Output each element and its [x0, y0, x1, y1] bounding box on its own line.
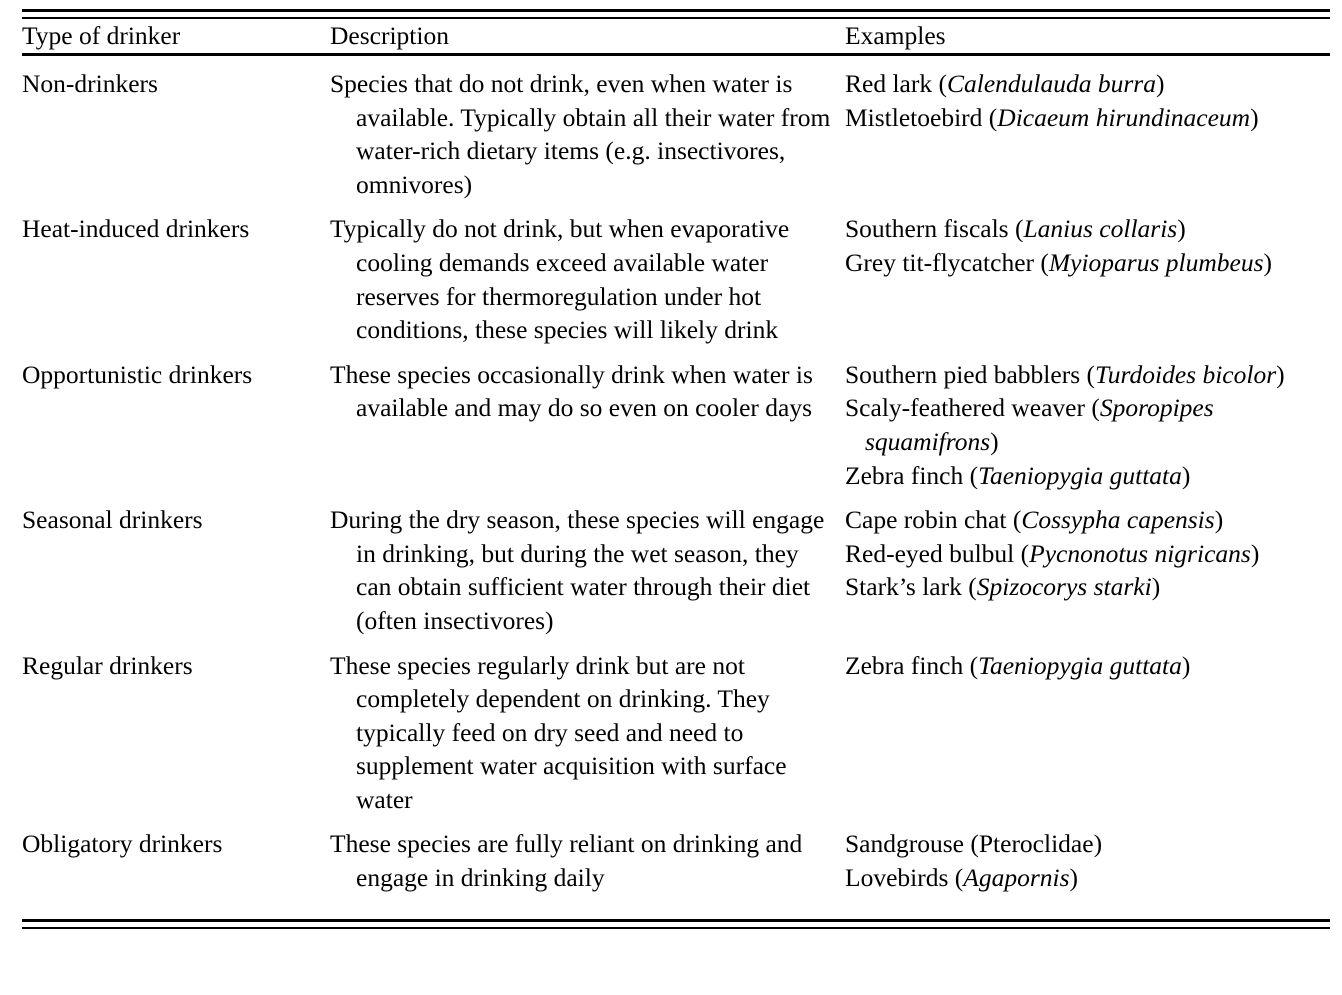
species-scientific-name: Pycnonotus nigricans [1029, 538, 1251, 568]
cell-drinker-type: Non-drinkers [22, 69, 158, 98]
description-text: Typically do not drink, but when evaporative cooling demands exceed available water reserves for thermoregulation under hot conditions, these species will likely drink [330, 214, 790, 345]
cell-examples [845, 56, 1330, 201]
table-top-rule-upper [22, 9, 1330, 12]
description-text: These species occasionally drink when water is available and may do so even on cooler days [330, 359, 813, 423]
species-scientific-name: Spizocorys starki [976, 572, 1152, 602]
table-rows [22, 56, 1330, 895]
table-header-row [22, 19, 1330, 53]
example-species: Zebra finch (Taeniopygia guttata) [845, 650, 1191, 680]
example-species: Sandgrouse (Pteroclidae) [845, 829, 1103, 859]
example-species: Southern pied babblers (Turdoides bicolor) [845, 359, 1285, 389]
table-row [22, 638, 1330, 817]
example-species: Mistletoebird (Dicaeum hirundinaceum) [845, 102, 1259, 132]
example-species: Red-eyed bulbul (Pycnonotus nigricans) [845, 538, 1260, 568]
species-common-name: Mistletoebird [845, 102, 983, 132]
cell-drinker-type: Opportunistic drinkers [22, 359, 253, 389]
example-species: Southern fiscals (Lanius collaris) [845, 214, 1186, 244]
species-common-name: Red-eyed bulbul [845, 538, 1015, 568]
table-row [22, 347, 1330, 492]
species-common-name: Lovebirds [845, 863, 949, 893]
species-scientific-name: Lanius collaris [1023, 214, 1178, 244]
species-common-name: Red lark [845, 69, 933, 98]
column-header-description: Description [330, 21, 449, 50]
species-common-name: Southern fiscals [845, 214, 1009, 244]
table-row [22, 816, 1330, 894]
cell-description [330, 638, 845, 817]
cell-description [330, 816, 845, 894]
cell-drinker-type: Regular drinkers [22, 650, 193, 680]
species-common-name: Zebra finch [845, 650, 964, 680]
species-common-name: Cape robin chat [845, 505, 1007, 535]
table-row [22, 56, 1330, 201]
species-scientific-name: Sporopipes squamifrons [865, 393, 1214, 456]
example-species: Lovebirds (Agapornis) [845, 863, 1079, 893]
species-common-name: Scaly-feathered weaver [845, 393, 1085, 423]
table-bottom-spacer [22, 895, 1330, 919]
species-scientific-name: Dicaeum hirundinaceum [997, 102, 1251, 132]
species-scientific-name: Cossypha capensis [1021, 505, 1215, 535]
species-common-name: Grey tit-flycatcher [845, 247, 1035, 277]
example-species: Scaly-feathered weaver (Sporopipes squamifrons) [845, 393, 1214, 456]
table-body [22, 19, 1330, 53]
cell-drinker-type: Obligatory drinkers [22, 829, 223, 859]
drinker-classification-table [22, 0, 1330, 929]
example-species: Cape robin chat (Cossypha capensis) [845, 505, 1224, 535]
description-text: Species that do not drink, even when water is available. Typically obtain all their water from water-rich dietary items (e.g. insectivores, omnivores) [330, 69, 831, 199]
example-species: Zebra finch (Taeniopygia guttata) [845, 460, 1191, 490]
species-scientific-name: Pteroclidae [978, 829, 1094, 859]
species-common-name: Sandgrouse [845, 829, 964, 859]
species-scientific-name: Calendulauda burra [946, 69, 1156, 98]
description-text: These species regularly drink but are not completely dependent on drinking. They typically feed on dry seed and need to supplement water acquisition with surface water [330, 650, 787, 814]
cell-examples [845, 816, 1330, 894]
example-species: Stark’s lark (Spizocorys starki) [845, 572, 1161, 602]
species-common-name: Zebra finch [845, 460, 964, 490]
table-bottom-rule-lower [22, 927, 1330, 929]
column-header-type: Type of drinker [22, 21, 181, 50]
species-scientific-name: Taeniopygia guttata [978, 650, 1182, 680]
example-species: Grey tit-flycatcher (Myioparus plumbeus) [845, 247, 1273, 277]
species-scientific-name: Agapornis [963, 863, 1070, 893]
table-row [22, 201, 1330, 346]
species-scientific-name: Taeniopygia guttata [978, 460, 1182, 490]
example-species: Red lark (Calendulauda burra) [845, 69, 1165, 98]
cell-drinker-type: Heat-induced drinkers [22, 214, 250, 244]
column-header-examples: Examples [845, 21, 946, 50]
species-scientific-name: Turdoides bicolor [1095, 359, 1277, 389]
table-row [22, 492, 1330, 637]
table-bottom-rule-upper [22, 919, 1330, 922]
cell-description [330, 347, 845, 492]
description-text: These species are fully reliant on drinking and engage in drinking daily [330, 829, 803, 893]
cell-examples [845, 638, 1330, 817]
description-text: During the dry season, these species will engage in drinking, but during the wet season, they can obtain sufficient water through their diet (often insectivores) [330, 505, 825, 635]
species-common-name: Southern pied babblers [845, 359, 1081, 389]
cell-description [330, 492, 845, 637]
cell-examples [845, 492, 1330, 637]
cell-examples [845, 347, 1330, 492]
cell-description [330, 56, 845, 201]
species-common-name: Stark’s lark [845, 572, 962, 602]
species-scientific-name: Myioparus plumbeus [1048, 247, 1264, 277]
cell-drinker-type: Seasonal drinkers [22, 505, 203, 535]
cell-examples [845, 201, 1330, 346]
cell-description [330, 201, 845, 346]
